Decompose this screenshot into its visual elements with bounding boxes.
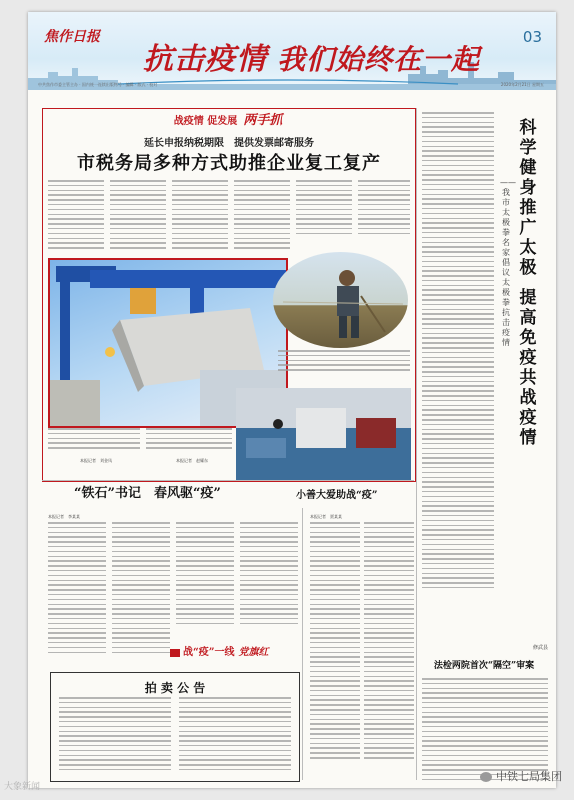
source-watermark-right-text: 中铁七局集团	[496, 770, 562, 783]
factory-workshop-photo	[236, 388, 411, 480]
section-banner-hand: 两手抓	[243, 113, 283, 128]
auction-notice-body-right	[179, 697, 291, 775]
auction-notice-body-left	[59, 697, 171, 775]
middle-left-headline: “铁石”书记 春风驱“疫”	[74, 486, 221, 501]
source-watermark-right	[480, 768, 562, 784]
field-worker-photo	[273, 252, 408, 348]
top-story-headline: 市税务局多种方式助推企业复工复产	[77, 153, 381, 174]
right-lower-headline: 法检两院首次“隔空”审案	[433, 661, 535, 671]
photo2-caption	[278, 350, 410, 376]
middle-vertical-divider	[302, 508, 303, 780]
right-column-body-a	[422, 112, 494, 612]
top-story-body-col1	[48, 180, 104, 252]
section-banner-text: 战疫情 促发展	[173, 116, 238, 127]
right-column-subtitle: ——我市太极拳名家倡议太极拳抗击疫情	[500, 178, 516, 347]
left-story-col4	[240, 522, 298, 636]
photo3-credit: 本报记者 赵耀东	[176, 458, 208, 463]
left-story-col3	[176, 522, 234, 636]
top-story-body-col5	[296, 180, 352, 240]
photo1-caption-right	[146, 428, 232, 452]
top-story-body-col4	[234, 180, 290, 252]
badge-flag-icon	[170, 649, 180, 657]
right-story-col1	[310, 522, 360, 772]
banner-slogan-part1: 抗击疫情	[143, 42, 267, 77]
right-column-title-top: 科学健身推广太极	[519, 118, 537, 278]
top-story-body-col2	[110, 180, 166, 252]
column-divider	[416, 108, 417, 780]
banner-slogan	[143, 34, 480, 78]
badge-hand: 党旗红	[238, 647, 269, 658]
middle-right-byline: 本报记者 贾某某	[310, 514, 342, 519]
top-story-body-col6	[358, 180, 410, 240]
section-banner	[143, 111, 313, 131]
newspaper-page	[28, 12, 556, 788]
frontline-party-badge	[170, 642, 298, 664]
source-watermark-left: 大象新闻	[4, 782, 41, 792]
right-column-title-bottom: 提高免疫共战疫情	[519, 288, 537, 448]
right-story-col2	[364, 522, 414, 772]
middle-divider-top	[42, 480, 414, 481]
left-story-col1	[48, 522, 106, 662]
middle-right-headline: 小善大爱助战“疫”	[296, 490, 378, 501]
middle-left-byline: 本报记者 李某某	[48, 514, 80, 519]
issue-date: 2020年2月21日 星期五	[500, 82, 544, 87]
masthead-info-strip: 中共焦作市委主管主办 · 国内统一连续出版物号 · 编辑 · 版式 · 校对	[38, 82, 158, 87]
masthead	[28, 12, 556, 90]
right-lower-kicker: 修武县	[532, 645, 548, 651]
top-story-body-col3	[172, 180, 228, 252]
photo1-caption-left	[48, 428, 140, 452]
photo1-credit: 本报记者 刘金凤	[80, 458, 112, 463]
auction-notice-box	[50, 672, 300, 782]
newspaper-logo: 焦作日报	[44, 29, 100, 45]
auction-notice-title: 拍 卖 公 告	[144, 681, 206, 695]
badge-text: 战“疫”一线	[183, 647, 235, 658]
top-story-kicker: 延长申报纳税期限 提供发票邮寄服务	[144, 138, 314, 149]
page-number: 03	[522, 28, 542, 46]
banner-slogan-part2: 我们始终在一起	[277, 43, 481, 76]
right-column	[420, 108, 548, 788]
left-story-col2	[112, 522, 170, 662]
wechat-icon	[480, 772, 492, 782]
